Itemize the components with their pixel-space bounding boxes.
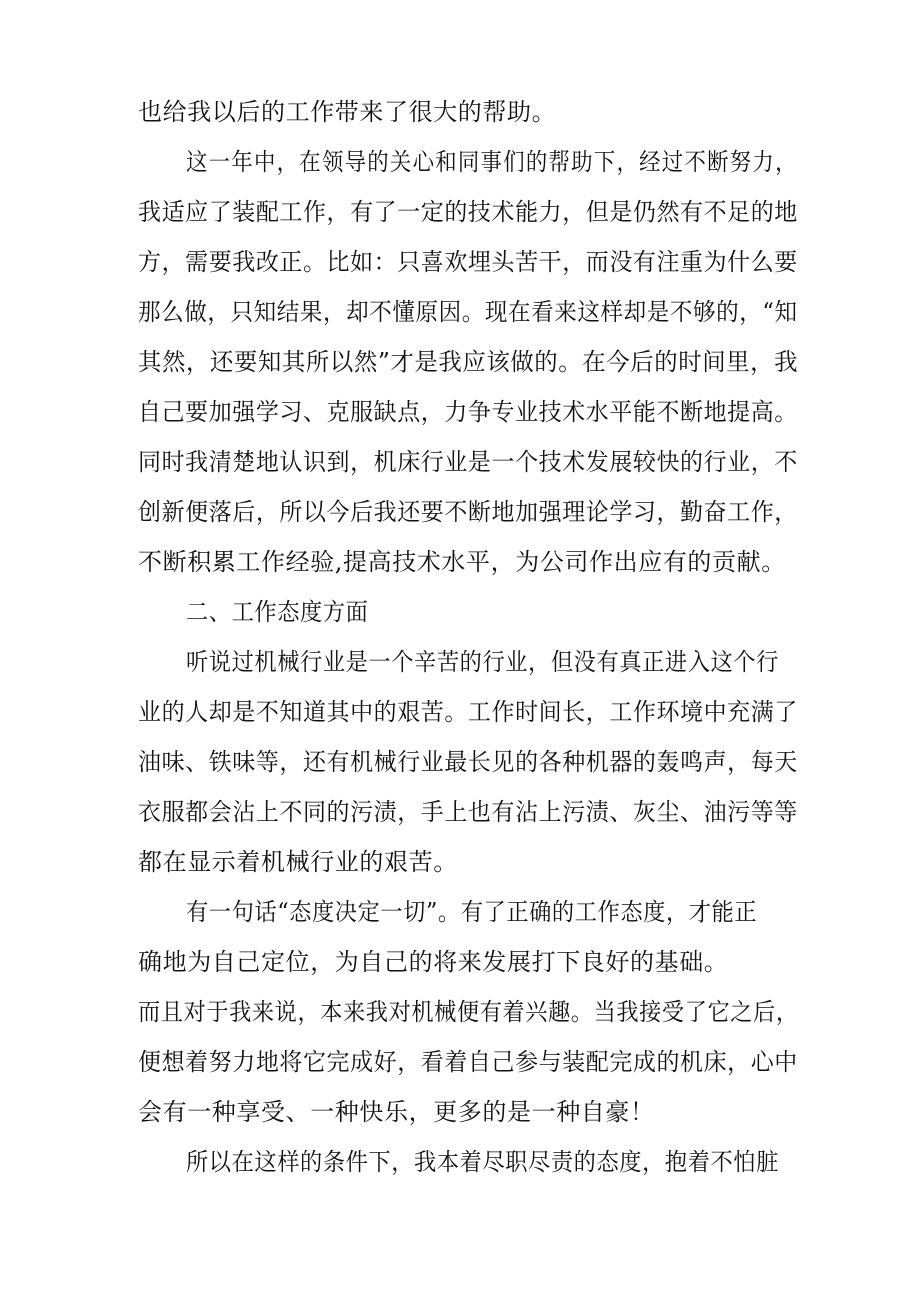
text-line: 衣服都会沾上不同的污渍，手上也有沾上污渍、灰尘、油污等等 bbox=[138, 798, 798, 826]
section-heading: 二、工作态度方面 bbox=[186, 598, 369, 626]
paragraph-first-line: 这一年中，在领导的关心和同事们的帮助下，经过不断努力， bbox=[186, 148, 798, 176]
text-line: 都在显示着机械行业的艰苦。 bbox=[138, 848, 458, 876]
text-line: 创新便落后，所以今后我还要不断地加强理论学习，勤奋工作， bbox=[138, 498, 798, 526]
paragraph-first-line: 有一句话“态度决定一切”。有了正确的工作态度，才能正 bbox=[186, 898, 758, 926]
text-line: 便想着努力地将它完成好，看着自己参与装配完成的机床，心中 bbox=[138, 1048, 798, 1076]
text-line: 确地为自己定位，为自己的将来发展打下良好的基础。 bbox=[138, 948, 729, 976]
text-line: 其然，还要知其所以然”才是我应该做的。在今后的时间里，我 bbox=[138, 348, 799, 376]
text-line: 同时我清楚地认识到，机床行业是一个技术发展较快的行业，不 bbox=[138, 448, 798, 476]
text-line: 方，需要我改正。比如：只喜欢埋头苦干，而没有注重为什么要 bbox=[138, 248, 798, 276]
text-line: 也给我以后的工作带来了很大的帮助。 bbox=[138, 98, 557, 126]
text-line: 而且对于我来说，本来我对机械便有着兴趣。当我接受了它之后， bbox=[138, 998, 799, 1026]
paragraph-first-line: 听说过机械行业是一个辛苦的行业，但没有真正进入这个行 bbox=[186, 648, 779, 676]
text-line: 自己要加强学习、克服缺点，力争专业技术水平能不断地提高。 bbox=[138, 398, 798, 426]
text-line: 我适应了装配工作，有了一定的技术能力，但是仍然有不足的地 bbox=[138, 198, 798, 226]
text-line: 业的人却是不知道其中的艰苦。工作时间长，工作环境中充满了 bbox=[138, 698, 798, 726]
text-line: 会有一种享受、一种快乐，更多的是一种自豪！ bbox=[138, 1098, 655, 1126]
text-line: 油味、铁味等，还有机械行业最长见的各种机器的轰鸣声，每天 bbox=[138, 748, 798, 776]
text-line: 不断积累工作经验,提高技术水平，为公司作出应有的贡献。 bbox=[138, 548, 786, 576]
paragraph-first-line: 所以在这样的条件下，我本着尽职尽责的态度，抱着不怕脏 bbox=[186, 1148, 779, 1176]
text-line: 那么做，只知结果，却不懂原因。现在看来这样却是不够的，“知 bbox=[138, 298, 798, 326]
